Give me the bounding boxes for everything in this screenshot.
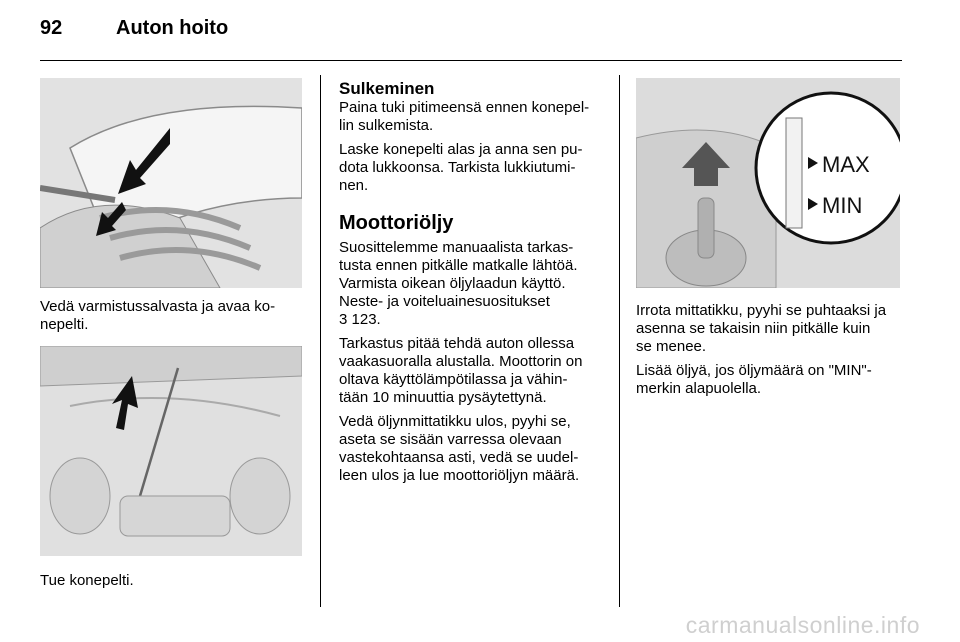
text-column-2 <box>339 79 614 491</box>
dipstick-illustration <box>636 78 900 288</box>
paragraph: Laske konepelti alas ja anna sen pu- dota lukkoonsa. Tarkista lukkiutumi- nen. <box>339 141 583 194</box>
text-column-3 <box>636 302 916 404</box>
paragraph: Suosittelemme manuaalista tarkas- tusta ennen pitkälle matkalle lähtöä. Varmista oikean öljylaadun käyttö. Neste- ja voiteluainesuositukset <box>339 239 578 310</box>
dipstick-min-label: MIN <box>822 193 863 218</box>
page-title: Auton hoito <box>116 17 229 39</box>
hood-prop-illustration <box>40 346 302 556</box>
paragraph: Tarkastus pitää tehdä auton ollessa vaakasuoralla alustalla. Moottorin on oltava käyttölämpötilassa ja vähin- tään 10 minuuttia pysäytettynä. <box>339 335 583 406</box>
caption-hood-release: Vedä varmistussalvasta ja avaa ko- nepelti. <box>40 298 276 333</box>
section-heading-engine-oil: Moottoriöljy <box>339 212 454 234</box>
dipstick-max-label: MAX <box>822 152 870 177</box>
paragraph: Paina tuki pitimeensä ennen konepel- lin sulkemista. <box>339 99 590 134</box>
section-heading-closing: Sulkeminen <box>339 79 435 98</box>
watermark: carmanualsonline.info <box>685 612 920 638</box>
hood-release-illustration <box>40 78 302 288</box>
paragraph: Lisää öljyä, jos öljymäärä on "MIN"- merkin alapuolella. <box>636 362 872 397</box>
column-divider-1 <box>320 75 321 607</box>
caption-hood-prop: Tue konepelti. <box>40 572 134 589</box>
paragraph: Irrota mittatikku, pyyhi se puhtaaksi ja asenna se takaisin niin pitkälle kuin se menee. <box>636 302 887 355</box>
page-reference: 3 123. <box>339 311 381 328</box>
column-divider-2 <box>619 75 620 607</box>
page-number: 92 <box>40 17 63 39</box>
paragraph: Vedä öljynmittatikku ulos, pyyhi se, aseta se sisään varressa olevaan vastekohtaansa asti, vedä se uudel- leen ulos ja lue moottoriöljyn määrä. <box>339 413 580 484</box>
header-rule <box>40 60 902 61</box>
